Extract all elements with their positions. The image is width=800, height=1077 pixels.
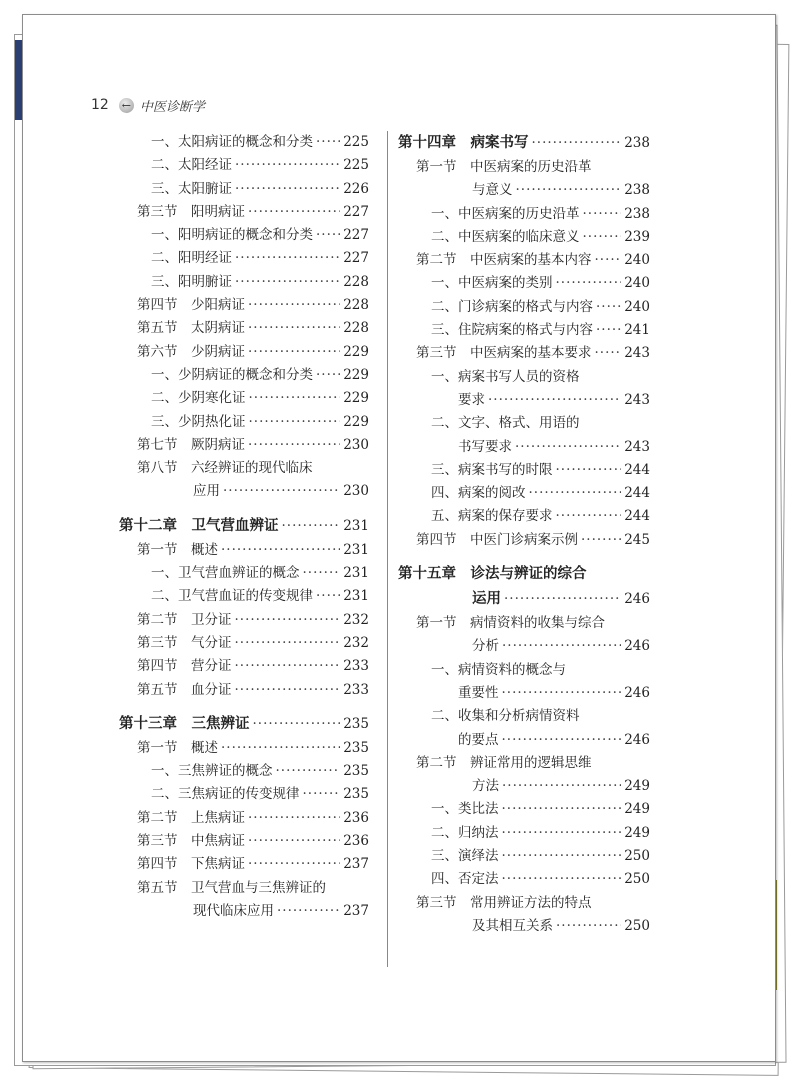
dot-leader [529, 482, 622, 505]
toc-entry-continuation[interactable] [398, 179, 650, 202]
toc-page-number: 227 [343, 203, 369, 220]
toc-page-number: 233 [343, 658, 369, 675]
toc-entry-title: 第八节 六经辨证的现代临床 [137, 460, 313, 477]
toc-entry-title: 三、少阴热化证 [151, 413, 246, 430]
toc-subsection[interactable] [398, 319, 650, 342]
toc-page-number: 243 [624, 391, 650, 408]
toc-page-number: 228 [343, 297, 369, 314]
toc-page-number: 232 [343, 634, 369, 651]
toc-subsection[interactable] [398, 505, 650, 528]
toc-page-number: 244 [624, 461, 650, 478]
toc-section[interactable] [119, 877, 369, 900]
toc-entry-title: 四、病案的阅改 [431, 485, 526, 502]
toc-entry-title: 一、少阴病证的概念和分类 [151, 366, 313, 383]
dot-leader [502, 845, 622, 868]
toc-entry-title: 第五节 卫气营血与三焦辨证的 [137, 879, 326, 896]
toc-subsection[interactable] [119, 224, 369, 247]
running-header [91, 95, 205, 115]
toc-entry-title: 现代临床应用 [193, 902, 274, 919]
dot-leader [595, 249, 622, 272]
toc-entry-title: 第二节 上焦病证 [137, 809, 245, 826]
dot-leader [235, 609, 341, 632]
toc-subsection[interactable] [398, 845, 650, 868]
dot-leader [556, 915, 621, 938]
toc-page-number: 241 [624, 322, 650, 339]
toc-entry-title: 的要点 [458, 731, 499, 748]
toc-entry-continuation[interactable] [398, 635, 650, 658]
toc-entry-title: 第二节 卫分证 [137, 611, 232, 628]
toc-section[interactable] [119, 457, 369, 480]
toc-entry-title: 第十二章 卫气营血辨证 [119, 517, 279, 534]
toc-entry-title: 及其相互关系 [472, 917, 553, 934]
toc-entry-title: 第三节 阳明病证 [137, 203, 245, 220]
toc-entry-title: 与意义 [472, 182, 513, 199]
toc-entry-title: 第十三章 三焦辨证 [119, 715, 250, 732]
dot-leader [235, 679, 341, 702]
toc-chapter[interactable] [398, 131, 650, 156]
toc-entry-title: 一、卫气营血辨证的概念 [151, 565, 300, 582]
toc-page-number: 239 [624, 228, 650, 245]
toc-entry-title: 二、收集和分析病情资料 [431, 708, 580, 725]
dot-leader [316, 585, 340, 608]
toc-page-number: 238 [624, 182, 650, 199]
toc-page-number: 250 [624, 871, 650, 888]
dot-leader [316, 364, 340, 387]
toc-page-number: 231 [343, 565, 369, 582]
toc-section[interactable] [119, 609, 369, 632]
dot-leader [502, 682, 622, 705]
dot-leader [583, 203, 622, 226]
toc-entry-title: 第四节 少阳病证 [137, 297, 245, 314]
toc-entry-continuation[interactable] [398, 436, 650, 459]
dot-leader [502, 775, 621, 798]
toc-entry-title: 第三节 中医病案的基本要求 [416, 345, 592, 362]
toc-entry-title: 一、类比法 [431, 801, 499, 818]
toc-page-number: 226 [343, 180, 369, 197]
toc-page-number: 225 [343, 157, 369, 174]
toc-section[interactable] [398, 156, 650, 179]
toc-page-number: 229 [343, 366, 369, 383]
dot-leader [303, 783, 341, 806]
toc-subsection[interactable] [398, 482, 650, 505]
toc-page-number: 231 [343, 541, 369, 558]
toc-page-number: 237 [343, 902, 369, 919]
dot-leader [235, 271, 340, 294]
toc-subsection[interactable] [119, 247, 369, 270]
book-title: 中医诊断学 [139, 99, 205, 115]
toc-entry-title: 一、病情资料的概念与 [431, 661, 566, 678]
toc-section[interactable] [119, 807, 369, 830]
toc-section[interactable] [119, 655, 369, 678]
toc-subsection[interactable] [119, 562, 369, 585]
toc-section[interactable] [119, 853, 369, 876]
dot-leader [248, 830, 340, 853]
toc-subsection[interactable] [398, 296, 650, 319]
dot-leader [277, 900, 340, 923]
toc-page-number: 225 [343, 134, 369, 150]
dot-leader [235, 154, 340, 177]
dot-leader [502, 635, 621, 658]
toc-section[interactable] [398, 612, 650, 635]
toc-page-number: 249 [624, 801, 650, 818]
toc-page-number: 236 [343, 809, 369, 826]
toc-left-column [119, 131, 369, 923]
dot-leader [581, 529, 621, 552]
toc-entry-title: 一、阳明病证的概念和分类 [151, 227, 313, 244]
toc-subsection[interactable] [398, 366, 650, 389]
toc-entry-title: 第四节 营分证 [137, 658, 232, 675]
toc-section[interactable] [398, 342, 650, 365]
toc-page-number: 250 [624, 848, 650, 865]
dot-leader [583, 226, 622, 249]
toc-entry-continuation[interactable] [119, 900, 369, 923]
toc-page-number: 235 [343, 763, 369, 780]
toc-page-number: 230 [343, 436, 369, 453]
toc-page-number: 240 [624, 275, 650, 292]
toc-entry-title: 第三节 中焦病证 [137, 833, 245, 850]
toc-entry-title: 第六节 少阴病证 [137, 343, 245, 360]
dot-leader [502, 868, 622, 891]
dot-leader [316, 224, 340, 247]
toc-page-number: 243 [624, 345, 650, 362]
book-page [22, 14, 776, 1062]
toc-page-number: 230 [343, 483, 369, 500]
dot-leader [516, 179, 622, 202]
toc-section[interactable] [119, 317, 369, 340]
toc-page-number: 236 [343, 833, 369, 850]
toc-subsection[interactable] [119, 760, 369, 783]
dot-leader [504, 587, 621, 612]
toc-entry-title: 第一节 病情资料的收集与综合 [416, 615, 605, 632]
toc-entry-title: 一、中医病案的历史沿革 [431, 205, 580, 222]
toc-subsection[interactable] [119, 585, 369, 608]
toc-entry-title: 第十五章 诊法与辨证的综合 [398, 566, 587, 583]
dot-leader [248, 434, 340, 457]
toc-entry-title: 二、太阳经证 [151, 157, 232, 174]
toc-subsection[interactable] [398, 226, 650, 249]
toc-entry-title: 一、太阳病证的概念和分类 [151, 134, 313, 150]
toc-entry-continuation[interactable] [398, 915, 650, 938]
toc-entry-continuation[interactable] [119, 480, 369, 503]
toc-entry-title: 三、太阳腑证 [151, 180, 232, 197]
toc-entry-title: 二、中医病案的临床意义 [431, 228, 580, 245]
toc-entry-title: 五、病案的保存要求 [431, 508, 553, 525]
toc-subsection[interactable] [119, 387, 369, 410]
dot-leader [282, 514, 341, 539]
dot-leader [276, 760, 341, 783]
toc-entry-continuation[interactable] [398, 389, 650, 412]
dot-leader [223, 480, 340, 503]
toc-page-number: 238 [624, 135, 650, 151]
toc-page-number: 240 [624, 298, 650, 315]
toc-entry-title: 第二节 中医病案的基本内容 [416, 252, 592, 269]
dot-leader [249, 411, 341, 434]
toc-section[interactable] [398, 249, 650, 272]
toc-page-number: 229 [343, 343, 369, 360]
toc-chapter[interactable] [398, 562, 650, 587]
toc-entry-title: 第一节 中医病案的历史沿革 [416, 159, 592, 175]
dot-leader [502, 822, 622, 845]
toc-entry-title: 方法 [472, 778, 499, 795]
dot-leader [303, 562, 341, 585]
toc-subsection[interactable] [398, 798, 650, 821]
toc-subsection[interactable] [398, 868, 650, 891]
toc-section[interactable] [398, 892, 650, 915]
toc-page-number: 227 [343, 250, 369, 267]
toc-page-number: 229 [343, 390, 369, 407]
toc-section[interactable] [398, 752, 650, 775]
toc-entry-title: 分析 [472, 638, 499, 655]
toc-page-number: 235 [343, 739, 369, 756]
toc-entry-title: 书写要求 [458, 438, 512, 455]
toc-section[interactable] [119, 341, 369, 364]
dot-leader [248, 341, 340, 364]
toc-entry-title: 二、三焦病证的传变规律 [151, 786, 300, 803]
arrow-left-icon: ← [119, 98, 134, 113]
dot-leader [235, 655, 341, 678]
toc-section[interactable] [119, 679, 369, 702]
toc-entry-title: 第二节 辨证常用的逻辑思维 [416, 754, 592, 771]
toc-section[interactable] [119, 539, 369, 562]
toc-entry-title: 要求 [458, 391, 485, 408]
toc-subsection[interactable] [119, 411, 369, 434]
toc-entry-title: 第四节 中医门诊病案示例 [416, 531, 578, 548]
toc-page-number: 228 [343, 320, 369, 337]
toc-entry-title: 二、门诊病案的格式与内容 [431, 298, 593, 315]
dot-leader [595, 342, 622, 365]
toc-subsection[interactable] [119, 364, 369, 387]
toc-entry-title: 三、住院病案的格式与内容 [431, 322, 593, 339]
toc-chapter[interactable] [119, 712, 369, 737]
toc-subsection[interactable] [398, 412, 650, 435]
toc-entry-title: 第一节 概述 [137, 739, 218, 756]
toc-subsection[interactable] [398, 203, 650, 226]
dot-leader [596, 319, 621, 342]
toc-section[interactable] [119, 434, 369, 457]
toc-page-number: 227 [343, 227, 369, 244]
dot-leader [556, 272, 622, 295]
toc-page-number: 232 [343, 611, 369, 628]
toc-entry-title: 一、病案书写人员的资格 [431, 368, 580, 385]
toc-entry-title: 三、演绎法 [431, 848, 499, 865]
dot-leader [221, 737, 340, 760]
toc-subsection[interactable] [398, 705, 650, 728]
dot-leader [221, 539, 340, 562]
dot-leader [556, 505, 622, 528]
toc-section[interactable] [119, 201, 369, 224]
toc-entry-continuation[interactable] [398, 587, 650, 612]
toc-entry-continuation[interactable] [398, 682, 650, 705]
toc-entry-title: 第一节 概述 [137, 541, 218, 558]
toc-page-number: 246 [624, 684, 650, 701]
toc-page-number: 228 [343, 273, 369, 290]
toc-section[interactable] [119, 737, 369, 760]
toc-page-number: 244 [624, 485, 650, 502]
toc-entry-title: 第五节 血分证 [137, 681, 232, 698]
toc-entry-title: 重要性 [458, 684, 499, 701]
dot-leader [248, 853, 340, 876]
toc-entry-title: 第四节 下焦病证 [137, 856, 245, 873]
toc-entry-title: 第三节 常用辨证方法的特点 [416, 894, 592, 911]
toc-entry-title: 二、卫气营血证的传变规律 [151, 588, 313, 605]
toc-entry-title: 第七节 厥阴病证 [137, 436, 245, 453]
dot-leader [235, 247, 340, 270]
toc-subsection[interactable] [119, 783, 369, 806]
toc-page-number: 246 [624, 731, 650, 748]
toc-entry-title: 二、少阴寒化证 [151, 390, 246, 407]
toc-page-number: 235 [343, 786, 369, 803]
toc-entry-title: 四、否定法 [431, 871, 499, 888]
toc-section[interactable] [119, 830, 369, 853]
dot-leader [316, 131, 340, 154]
toc-entry-title: 三、病案书写的时限 [431, 461, 553, 478]
toc-section[interactable] [119, 294, 369, 317]
dot-leader [556, 459, 622, 482]
toc-entry-title: 运用 [472, 591, 501, 608]
toc-subsection[interactable] [398, 822, 650, 845]
toc-subsection[interactable] [119, 131, 369, 154]
page-number: 12 [91, 97, 109, 113]
toc-entry-title: 第五节 太阴病证 [137, 320, 245, 337]
toc-subsection[interactable] [398, 659, 650, 682]
toc-page-number: 231 [343, 517, 369, 534]
toc-page-number: 229 [343, 413, 369, 430]
toc-subsection[interactable] [119, 154, 369, 177]
toc-page-number: 249 [624, 824, 650, 841]
toc-subsection[interactable] [398, 272, 650, 295]
dot-leader [248, 807, 340, 830]
dot-leader [235, 178, 340, 201]
dot-leader [248, 317, 340, 340]
toc-entry-title: 一、三焦辨证的概念 [151, 763, 273, 780]
toc-page-number: 233 [343, 681, 369, 698]
toc-page-number: 250 [624, 917, 650, 934]
toc-section[interactable] [398, 529, 650, 552]
toc-section[interactable] [119, 632, 369, 655]
dot-leader [515, 436, 621, 459]
dot-leader [253, 712, 341, 737]
dot-leader [235, 632, 341, 655]
column-divider [387, 131, 388, 967]
toc-subsection[interactable] [119, 271, 369, 294]
toc-page-number: 243 [624, 438, 650, 455]
dot-leader [249, 387, 341, 410]
toc-entry-title: 三、阳明腑证 [151, 273, 232, 290]
toc-page-number: 249 [624, 778, 650, 795]
toc-entry-title: 二、文字、格式、用语的 [431, 415, 580, 432]
toc-subsection[interactable] [398, 459, 650, 482]
dot-leader [488, 389, 621, 412]
toc-page-number: 244 [624, 508, 650, 525]
toc-page-number: 238 [624, 205, 650, 222]
toc-entry-title: 应用 [193, 483, 220, 500]
dot-leader [502, 729, 622, 752]
toc-page-number: 245 [624, 531, 650, 548]
toc-entry-title: 二、阳明经证 [151, 250, 232, 267]
dot-leader [248, 294, 340, 317]
toc-page-number: 246 [624, 638, 650, 655]
dot-leader [502, 798, 622, 821]
toc-entry-title: 一、中医病案的类别 [431, 275, 553, 292]
toc-page-number: 231 [343, 588, 369, 605]
dot-leader [248, 201, 340, 224]
toc-entry-continuation[interactable] [398, 775, 650, 798]
toc-page-number: 237 [343, 856, 369, 873]
toc-chapter[interactable] [119, 514, 369, 539]
toc-entry-title: 第十四章 病案书写 [398, 135, 529, 151]
dot-leader [532, 131, 622, 156]
toc-entry-continuation[interactable] [398, 729, 650, 752]
toc-page-number: 240 [624, 252, 650, 269]
dot-leader [596, 296, 621, 319]
toc-entry-title: 第三节 气分证 [137, 634, 232, 651]
toc-entry-title: 二、归纳法 [431, 824, 499, 841]
toc-page-number: 235 [343, 715, 369, 732]
toc-right-column [398, 131, 650, 938]
toc-subsection[interactable] [119, 178, 369, 201]
toc-page-number: 246 [624, 591, 650, 608]
